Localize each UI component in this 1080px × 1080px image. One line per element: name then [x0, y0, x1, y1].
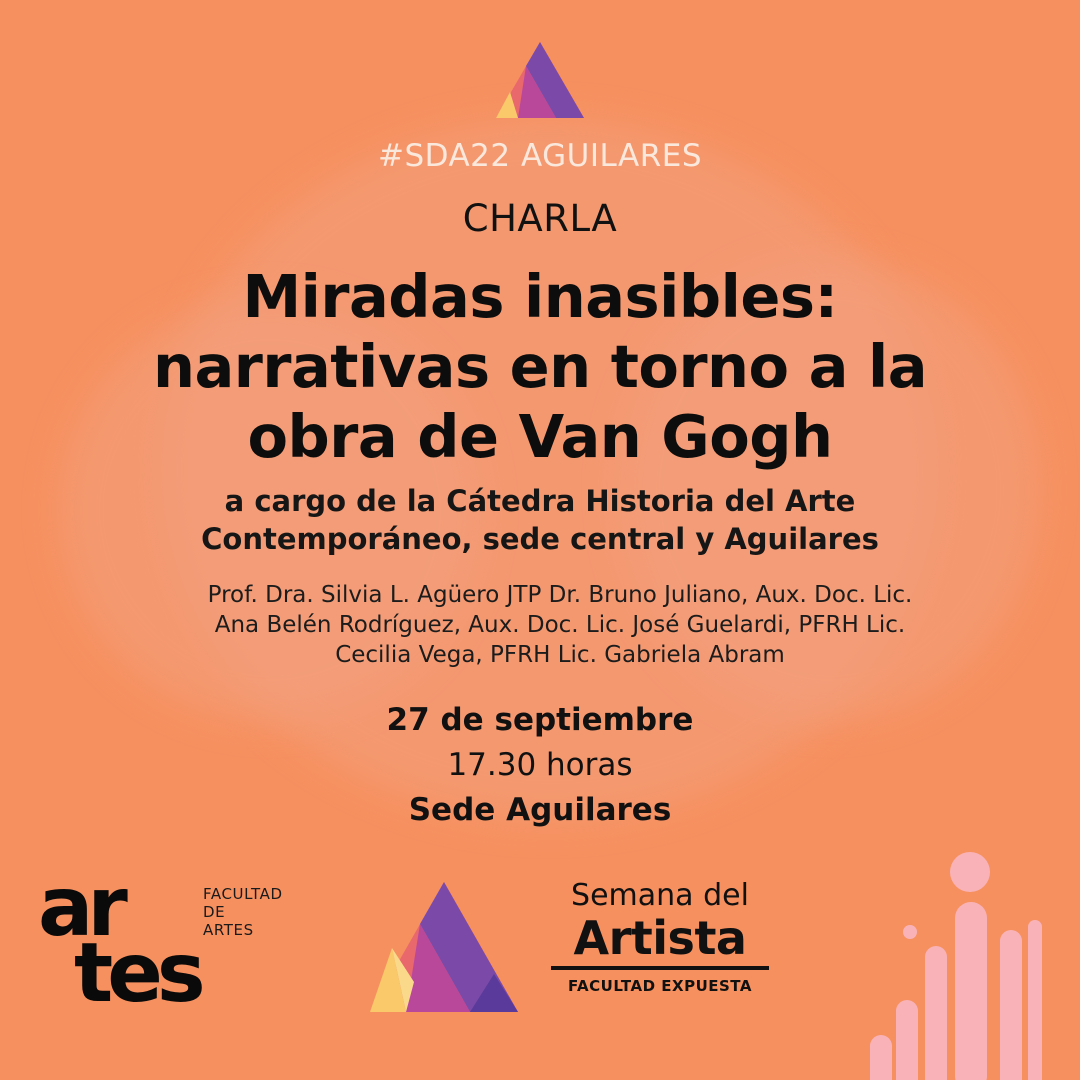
event-staff	[80, 580, 1040, 670]
semana-divider	[551, 966, 769, 970]
artes-logo-line: tes	[74, 926, 200, 1021]
event-subtitle	[60, 482, 1020, 558]
event-venue: Sede Aguilares	[408, 792, 672, 828]
faculty-label-line: FACULTAD	[203, 885, 283, 903]
title-line: narrativas en torno a la	[152, 332, 928, 401]
subtitle-line: a cargo de la Cátedra Historia del Arte	[224, 484, 856, 518]
staff-line: Prof. Dra. Silvia L. Agüero JTP Dr. Bruno Juliano, Aux. Doc. Lic.	[207, 582, 913, 608]
title-line: obra de Van Gogh	[247, 402, 833, 471]
artes-logo-line: ar	[38, 860, 122, 955]
event-date: 27 de septiembre	[386, 702, 694, 738]
decorative-figures-icon	[860, 850, 1080, 1080]
semana-artista-logo	[545, 878, 775, 995]
semana-line: Semana del	[571, 878, 749, 913]
event-time: 17.30 horas	[447, 747, 633, 783]
subtitle-line: Contemporáneo, sede central y Aguilares	[201, 522, 879, 556]
triangle-logo-icon	[496, 42, 584, 118]
staff-line: Cecilia Vega, PFRH Lic. Gabriela Abram	[335, 642, 785, 668]
event-kicker: CHARLA	[462, 197, 618, 240]
faculty-label-line: DE	[203, 903, 226, 921]
semana-triangle-logo-icon	[370, 882, 518, 1012]
faculty-label	[203, 885, 283, 939]
title-line: Miradas inasibles:	[242, 262, 838, 331]
staff-line: Ana Belén Rodríguez, Aux. Doc. Lic. José Guelardi, PFRH Lic.	[214, 612, 906, 638]
facultad-expuesta: FACULTAD EXPUESTA	[568, 977, 752, 995]
event-hashtag: #SDA22 AGUILARES	[378, 138, 702, 174]
event-title	[0, 262, 1080, 472]
artista-word: Artista	[573, 911, 747, 965]
artes-logo	[38, 860, 200, 1021]
faculty-label-line: ARTES	[203, 921, 254, 939]
